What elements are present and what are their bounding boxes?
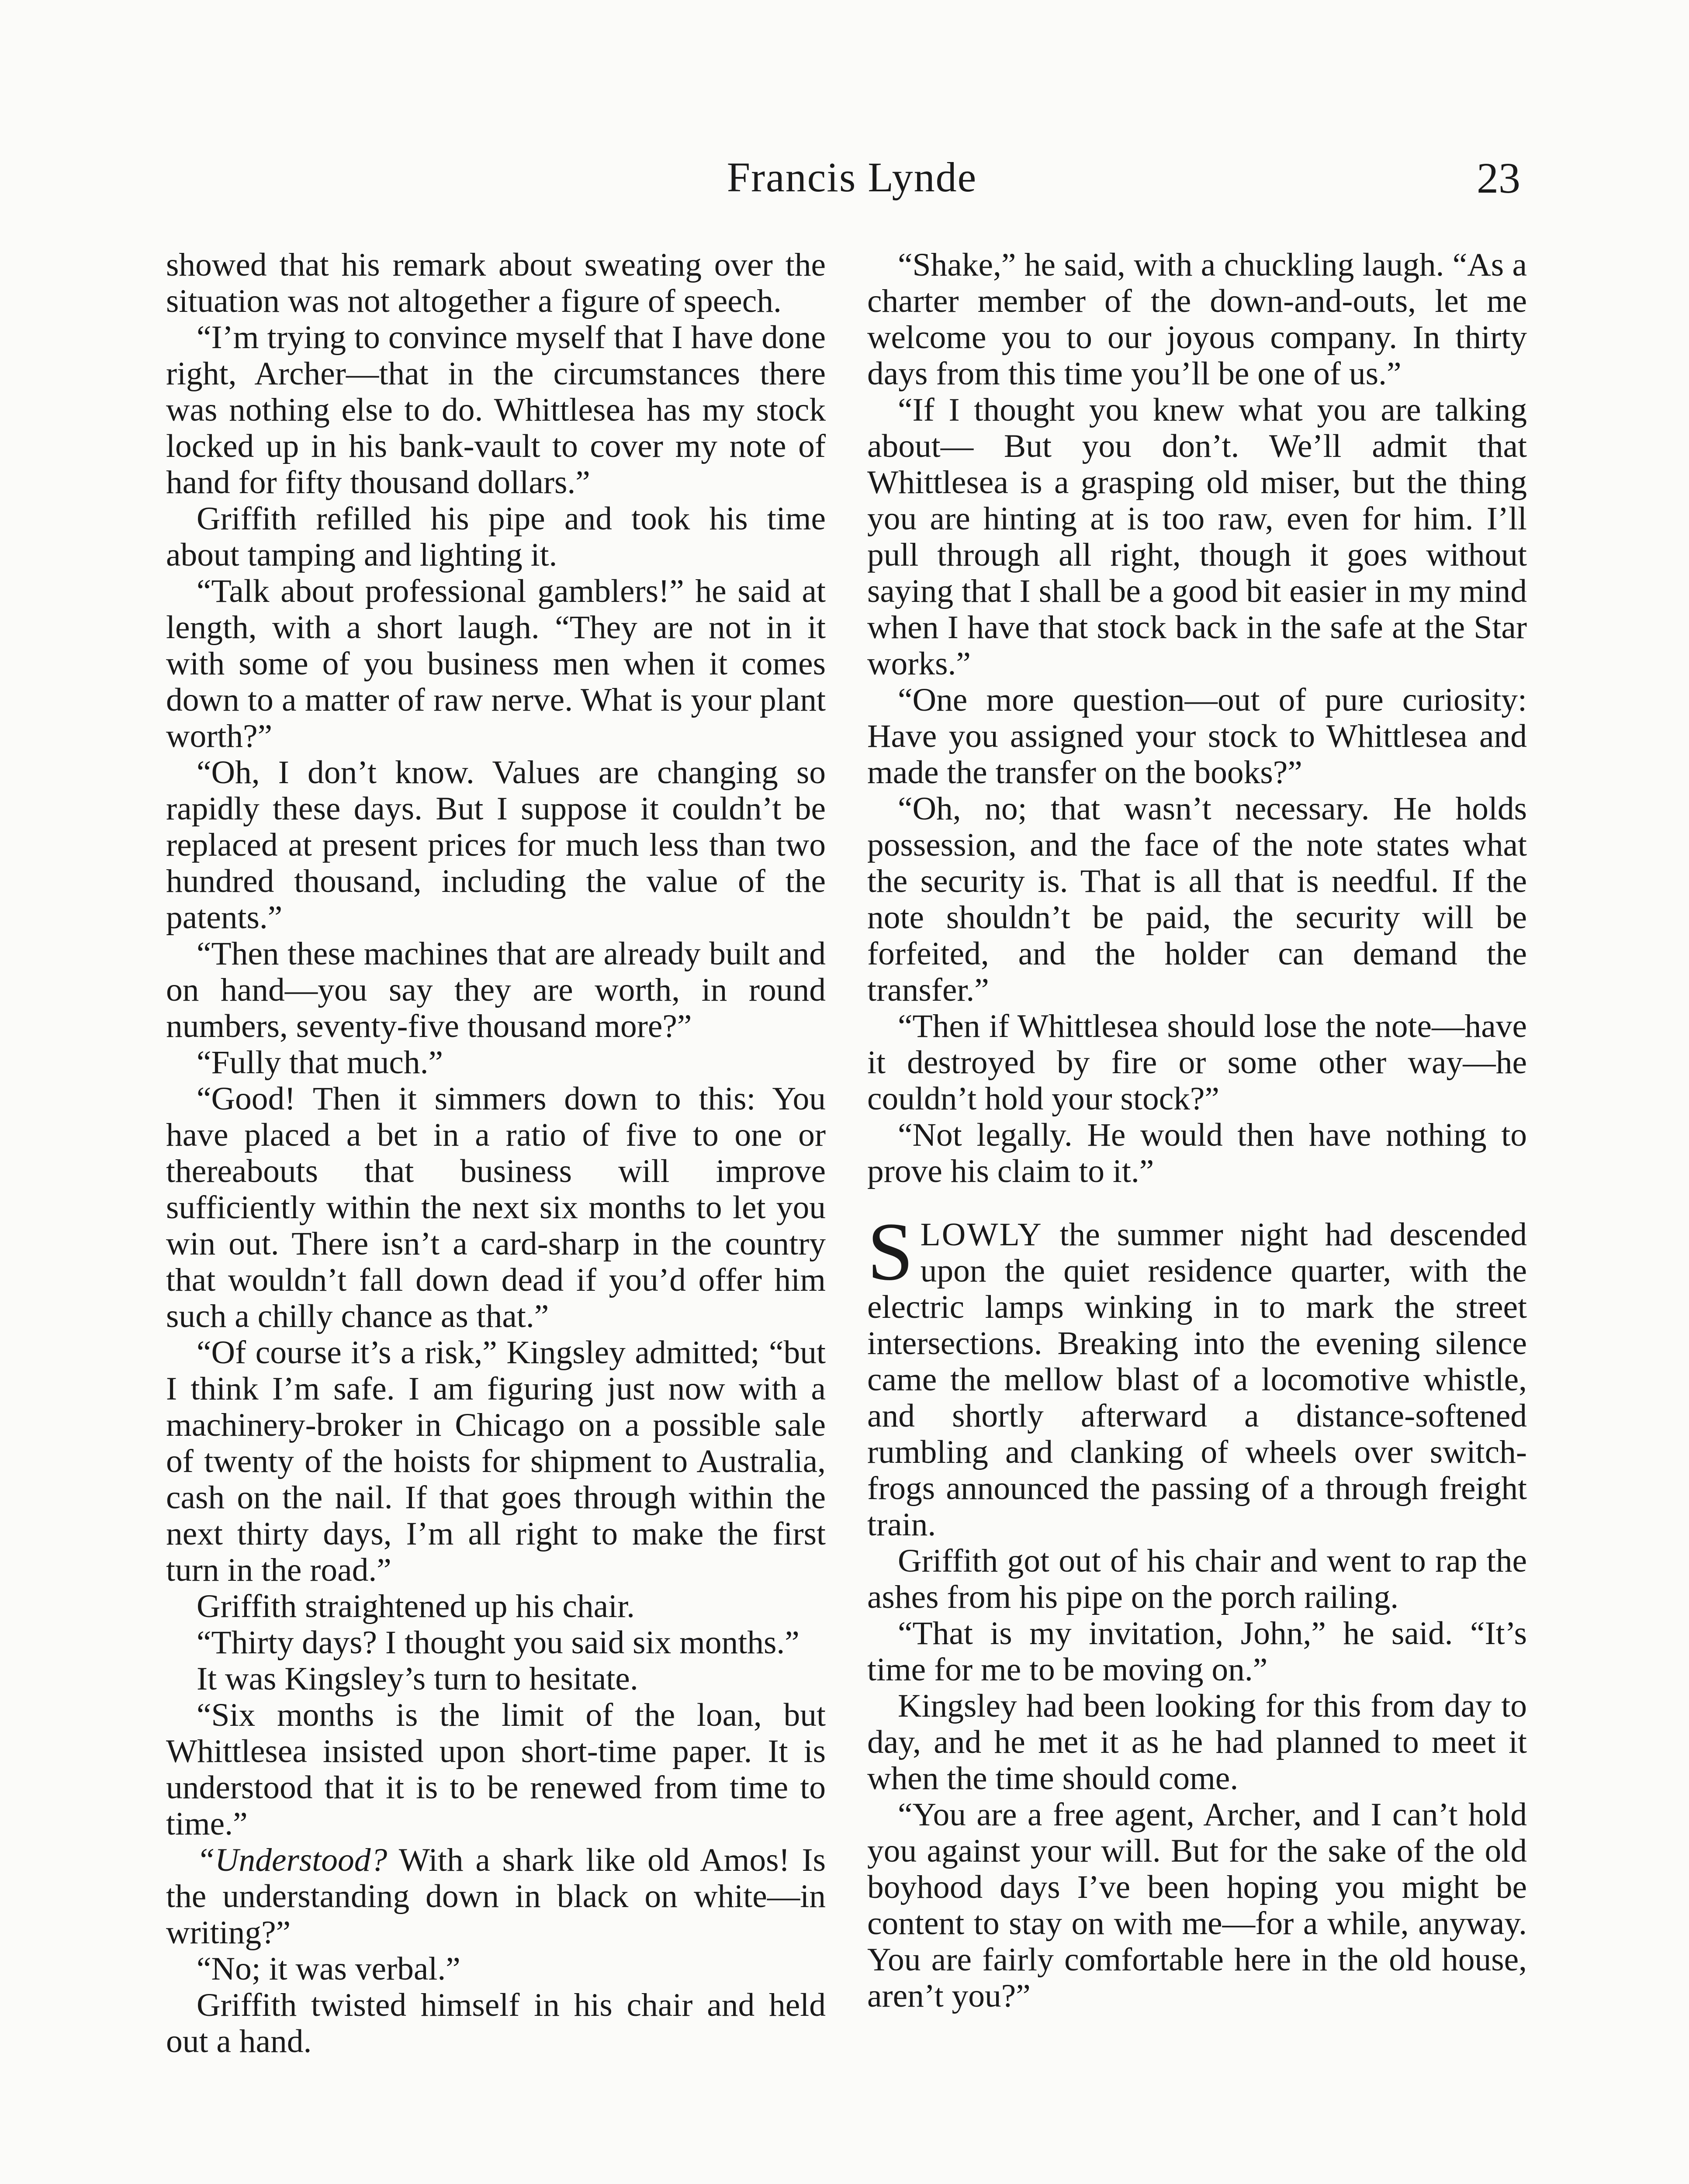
paragraph: Griffith got out of his chair and went to rap the ashes from his pipe on the porch railing. — [867, 1543, 1527, 1615]
paragraph: “Then these machines that are already built and on hand—you say they are worth, in round numbers, seventy-five thousand more?” — [166, 936, 826, 1044]
paragraph: “I’m trying to convince myself that I have done right, Archer—that in the circumstances there was nothing else to do. Whittlesea has my stock locked up in his bank-vault to cover my note of hand for fifty thousand dollars.” — [166, 319, 826, 501]
paragraph: “Good! Then it simmers down to this: You have placed a bet in a ratio of five to one or thereabouts that business will improve sufficiently within the next six months to let you win out. There isn’t a card-sharp in the country that wouldn’t fall down dead if you’d offer him such a chilly chance as that.” — [166, 1081, 826, 1334]
paragraph: showed that his remark about sweating over the situation was not altogether a figure of speech. — [166, 247, 826, 319]
paragraph: “Fully that much.” — [197, 1044, 443, 1081]
paragraph: “That is my invitation, John,” he said. “It’s time for me to be moving on.” — [867, 1615, 1527, 1688]
paragraph-text: the summer night had descended upon the quiet residence quarter, with the electric lamps winking in to mark the street intersections. Breaking into the evening silence came the mellow blast of a locomotive whistle, and shortly afterward a distance-softened rumbling and clanking of wheels over switch-frogs announced the passing of a through freight train. — [867, 1216, 1527, 1543]
drop-cap: S — [867, 1206, 914, 1298]
italic-phrase: “Understood? — [197, 1842, 388, 1878]
left-column — [166, 247, 826, 2060]
paragraph: “Thirty days? I thought you said six months.” — [197, 1624, 800, 1661]
paragraph: Griffith straightened up his chair. — [197, 1588, 635, 1624]
paragraph: “If I thought you knew what you are talking about— But you don’t. We’ll admit that Whittlesea is a grasping old miser, but the thing you are hinting at is too raw, even for him. I’ll pull through all right, though it goes without saying that I shall be a good bit easier in my mind when I have that stock back in the safe at the Star works.” — [867, 392, 1527, 682]
paragraph: “Six months is the limit of the loan, but Whittlesea insisted upon short-time paper. It is understood that it is to be renewed from time to time.” — [166, 1697, 826, 1842]
paragraph: “Then if Whittlesea should lose the note—have it destroyed by fire or some other way—he couldn’t hold your stock?” — [867, 1008, 1527, 1117]
paragraph: “Of course it’s a risk,” Kingsley admitted; “but I think I’m safe. I am figuring just now with a machinery-broker in Chicago on a possible sale of twenty of the hoists for shipment to Australia, cash on the nail. If that goes through within the next thirty days, I’m all right to make the first turn in the road.” — [166, 1334, 826, 1588]
paragraph: “Talk about professional gamblers!” he said at length, with a short laugh. “They are not in it with some of you business men when it comes down to a matter of raw nerve. What is your plant worth?” — [166, 573, 826, 754]
paragraph: Griffith refilled his pipe and took his time about tamping and lighting it. — [166, 501, 826, 573]
paragraph: “One more question—out of pure curiosity: Have you assigned your stock to Whittlesea and made the transfer on the books?” — [867, 682, 1527, 791]
right-column — [867, 247, 1527, 2014]
paragraph: “Oh, no; that wasn’t necessary. He holds possession, and the face of the note states what the security is. That is all that is needful. If the note shouldn’t be paid, the security will be forfeited, and the holder can demand the transfer.” — [867, 791, 1527, 1008]
running-head-author: Francis Lynde — [727, 154, 977, 200]
paragraph-understood — [166, 1842, 826, 1951]
paragraph: Kingsley had been looking for this from day to day, and he met it as he had planned to meet it when the time should come. — [867, 1688, 1527, 1797]
paragraph: “Shake,” he said, with a chuckling laugh. “As a charter member of the down-and-outs, let me welcome you to our joyous company. In thirty days from this time you’ll be one of us.” — [867, 247, 1527, 392]
paragraph: “No; it was verbal.” — [197, 1951, 460, 1987]
page-number: 23 — [1477, 154, 1520, 202]
paragraph: “Oh, I don’t know. Values are changing so rapidly these days. But I suppose it couldn’t be replaced at present prices for much less than two hundred thousand, including the value of the patents.” — [166, 754, 826, 936]
paragraph-text: With a shark like old Amos! Is the understanding down in black on white—in writing?” — [166, 1842, 826, 1951]
paragraph: “Not legally. He would then have nothing to prove his claim to it.” — [867, 1117, 1527, 1189]
paragraph: Griffith twisted himself in his chair and held out a hand. — [166, 1987, 826, 2060]
section-opening-paragraph — [867, 1206, 1527, 1543]
paragraph: It was Kingsley’s turn to hesitate. — [197, 1661, 638, 1697]
small-caps-lead: LOWLY — [920, 1216, 1043, 1253]
paragraph: “You are a free agent, Archer, and I can’t hold you against your will. But for the sake of the old boyhood days I’ve been hoping you might be content to stay on with me—for a while, anyway. You are fairly comfortable here in the old house, aren’t you?” — [867, 1797, 1527, 2014]
